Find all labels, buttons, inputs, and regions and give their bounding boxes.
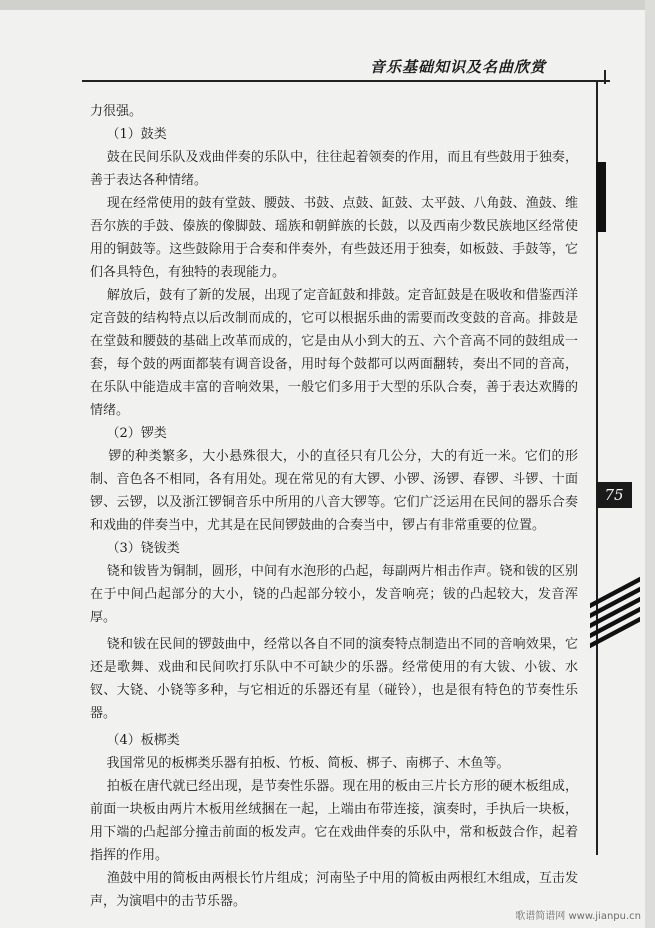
- site-watermark: 歌谱简谱网 www.jianpu.cn: [515, 911, 641, 922]
- running-header-title: 音乐基础知识及名曲欣赏: [370, 58, 547, 76]
- paragraph: 拍板在唐代就已经出现，是节奏性乐器。现在用的板由三片长方形的硬木板组成，前面一块板由两片木板用丝绒捆在一起，上端由布带连接，演奏时，手执后一块板，用下端的凸起部分撞击前面的板发声。它在戏曲伴奏的乐队中，常和板鼓合作，起着指挥的作用。: [90, 779, 578, 863]
- section-heading-drums: （1）鼓类: [90, 127, 167, 142]
- header-rule-corner: [604, 70, 606, 84]
- paragraph: 铙和钹在民间的锣鼓曲中，经常以各自不同的演奏特点制造出不同的音响效果，它还是歌舞、戏曲和民间吹打乐队中不可缺少的乐器。经常使用的有大钹、小钹、水钗、大铙、小铙等多种，与它相近的乐器还有星（碰铃），也是很有特色的节奏性乐器。: [90, 637, 578, 721]
- paragraph: 现在经常使用的鼓有堂鼓、腰鼓、书鼓、点鼓、缸鼓、太平鼓、八角鼓、渔鼓、维吾尔族的手鼓、傣族的像脚鼓、瑶族和朝鲜族的长鼓，以及西南少数民族地区经常使用的铜鼓等。这些鼓除用于合奏和伴奏外，有些鼓还用于独奏，如板鼓、手鼓等，它们各具特色，有独特的表现能力。: [90, 196, 578, 280]
- scan-edge-right: [645, 0, 655, 928]
- section-heading-gongs: （2）锣类: [90, 426, 167, 441]
- paragraph: 鼓在民间乐队及戏曲伴奏的乐队中，往往起着领奏的作用，而且有些鼓用于独奏，善于表达各种情绪。: [90, 150, 578, 188]
- section-heading-cymbals: （3）铙钹类: [90, 541, 180, 556]
- margin-thumb-tab: [596, 162, 606, 232]
- page-number: 75: [596, 482, 632, 508]
- paragraph: 力很强。: [90, 104, 143, 119]
- paragraph: 铙和钹皆为铜制，圆形，中间有水泡形的凸起，每副两片相击作声。铙和钹的区别在于中间凸起部分的大小，铙的凸起部分较小，发音响亮；钹的凸起较大，发音浑厚。: [90, 564, 578, 625]
- paragraph: 解放后，鼓有了新的发展，出现了定音缸鼓和排鼓。定音缸鼓是在吸收和借鉴西洋定音鼓的结构特点以后改制而成的，它可以根据乐曲的需要而改变鼓的音高。排鼓是在堂鼓和腰鼓的基础上改革而成的，它是由从小到大的五、六个音高不同的鼓组成一套，每个鼓的两面都装有调音设备，用时每个鼓都可以两面翻转，奏出不同的音高，在乐队中能造成丰富的音响效果，一般它们多用于大型的乐队合奏，善于表达欢腾的情绪。: [90, 288, 578, 418]
- paragraph: 我国常见的板梆类乐器有拍板、竹板、简板、梆子、南梆子、木鱼等。: [90, 756, 510, 771]
- section-heading-clappers: （4）板梆类: [90, 733, 180, 748]
- scan-edge-top: [0, 0, 655, 10]
- header-rule: [82, 80, 610, 82]
- paragraph: 渔鼓中用的简板由两根长竹片组成；河南坠子中用的简板由两根红木组成，互击发声，为演唱中的击节乐器。: [90, 871, 578, 909]
- decorative-stripes: [590, 580, 640, 650]
- paragraph: 锣的种类繁多，大小悬殊很大，小的直径只有几公分，大的有近一米。它们的形制、音色各不相同，各有用处。现在常见的有大锣、小锣、汤锣、春锣、斗锣、十面锣、云锣，以及浙江锣铜音乐中所用的八音大锣等。它们广泛运用在民间的器乐合奏和戏曲的伴奏当中，尤其是在民间锣鼓曲的合奏当中，锣占有非常重要的位置。: [90, 449, 578, 533]
- body-text: [90, 100, 578, 913]
